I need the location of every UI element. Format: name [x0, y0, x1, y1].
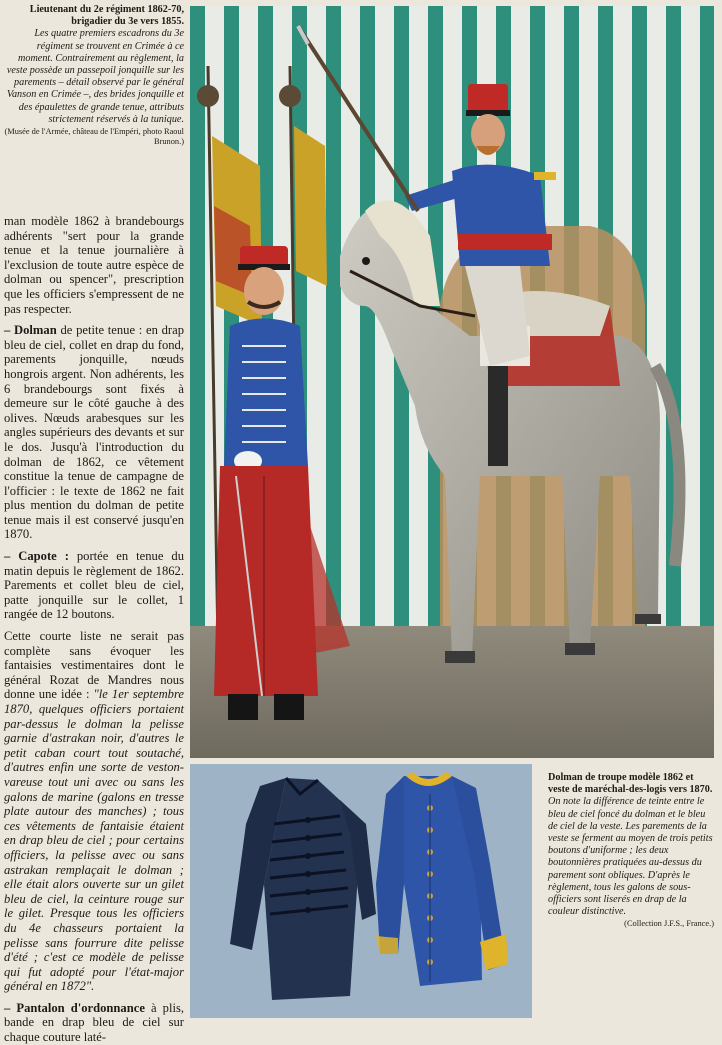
- paragraph-dolman-petite-tenue: [4, 323, 184, 542]
- museum-display-photo: [190, 6, 714, 758]
- caption-bottom-heading: Dolman de troupe modèle 1862 et veste de maréchal-des-logis vers 1870.: [548, 772, 713, 796]
- caption-bottom-credit: (Collection J.F.S., France.): [624, 919, 714, 929]
- paragraph-fantaisies: [4, 629, 184, 994]
- term-dolman: – Dolman: [4, 323, 57, 338]
- caption-top-heading: Lieutenant du 2e régiment 1862-70, brigadier du 3e vers 1855.: [29, 4, 184, 28]
- paragraph-capote: [4, 549, 184, 622]
- text-capote: portée en tenue du matin depuis le règlement de 1862. Parements et collet bleu de ciel, patte jonquille sur le collet, 1 rangée de 12 boutons.: [4, 549, 184, 622]
- text-fantaisies-intro: Cette courte liste ne serait pas complète sans évoquer les fantaisies vestimentaires dont le général Rozat de Mandres nous donne une idée :: [4, 629, 184, 702]
- jackets-photo: [190, 764, 532, 1018]
- paragraph-pantalon: [4, 1001, 184, 1045]
- article-text-column: [4, 214, 185, 1045]
- text-pantalon: à plis, bande en drap bleu de ciel sur chaque couture laté-: [4, 1000, 185, 1045]
- term-capote: – Capote :: [4, 549, 69, 564]
- caption-bottom-body: On note la différence de teinte entre le bleu de ciel foncé du dolman et le bleu de ciel de la veste. Les parements de la veste se ferment au moyen de trois petits boutons d'uniforme ; les deux boutonnières pratiquées au-dessus du parement sont obliques. D'après le règlement, tous les galons de sous-officiers sont liserés en drap de la couleur distinctive.: [548, 796, 713, 918]
- caption-top-body: Les quatre premiers escadrons du 3e régiment se trouvent en Crimée à ce moment. Contrairement au règlement, la veste possède un passepoil jonquille sur les parements – détail observé par le général Vanson en Crimée –, des brides jonquille et des épaulettes de grande tenue, attributs strictement réservés à la tunique.: [6, 28, 184, 125]
- quote-rozat-de-mandres: "le 1er septembre 1870, quelques officiers portaient par-dessus le dolman la pelisse garnie d'astrakan noir, d'autres le petit caban court tout soutaché, d'autres enfin une sorte de veston-vareuse tout uni avec ou sans les galons de marine (galons en tresse plate autour des manches) ; tous ces vêtements de fantaisie étaient en drap bleu de ciel ; pour certains officiers, la pelisse avec ou sans astrakan remplaçait le dolman ; elle était alors ouverte sur un gilet bleu de ciel, la ceinture rouge sur le gilet. Presque tous les officiers du 4e chasseurs portaient la pelisse sans fourrure dite pelisse d'été ; c'est ce modèle de pelisse qui fut adopté pour l'état-major général en 1872".: [4, 687, 184, 994]
- photo-caption-top: [4, 4, 184, 147]
- paragraph-dolman-1862: man modèle 1862 à brandebourgs adhérents "sert pour la grande tenue et la tenue journalière à l'exclusion de toute autre espèce de dolman ou spencer", prescription que les officiers s'empressent de ne pas respecter.: [4, 214, 184, 316]
- caption-top-credit: (Musée de l'Armée, château de l'Empéri, photo Raoul Brunon.): [4, 127, 184, 147]
- photo-caption-bottom: [548, 772, 714, 929]
- text-dolman: de petite tenue : en drap bleu de ciel, collet en drap du fond, parements jonquille, nœuds hongrois argent. Non adhérents, les 6 brandebourgs sont fixés à demeure sur le côté gauche à des olives. Nœuds arabesques sur les angles supérieurs des devants et sur le dos. Jusqu'à l'introduction du dolman de 1862, ce vêtement constitue la tenue de campagne de l'officier : le texte de 1862 ne fait plus mention du dolman de petite tenue mais il est conservé jusqu'en 1870.: [4, 323, 184, 542]
- museum-display-illustration: [190, 6, 714, 758]
- jackets-illustration: [190, 764, 532, 1018]
- term-pantalon: – Pantalon d'ordonnance: [4, 1000, 145, 1015]
